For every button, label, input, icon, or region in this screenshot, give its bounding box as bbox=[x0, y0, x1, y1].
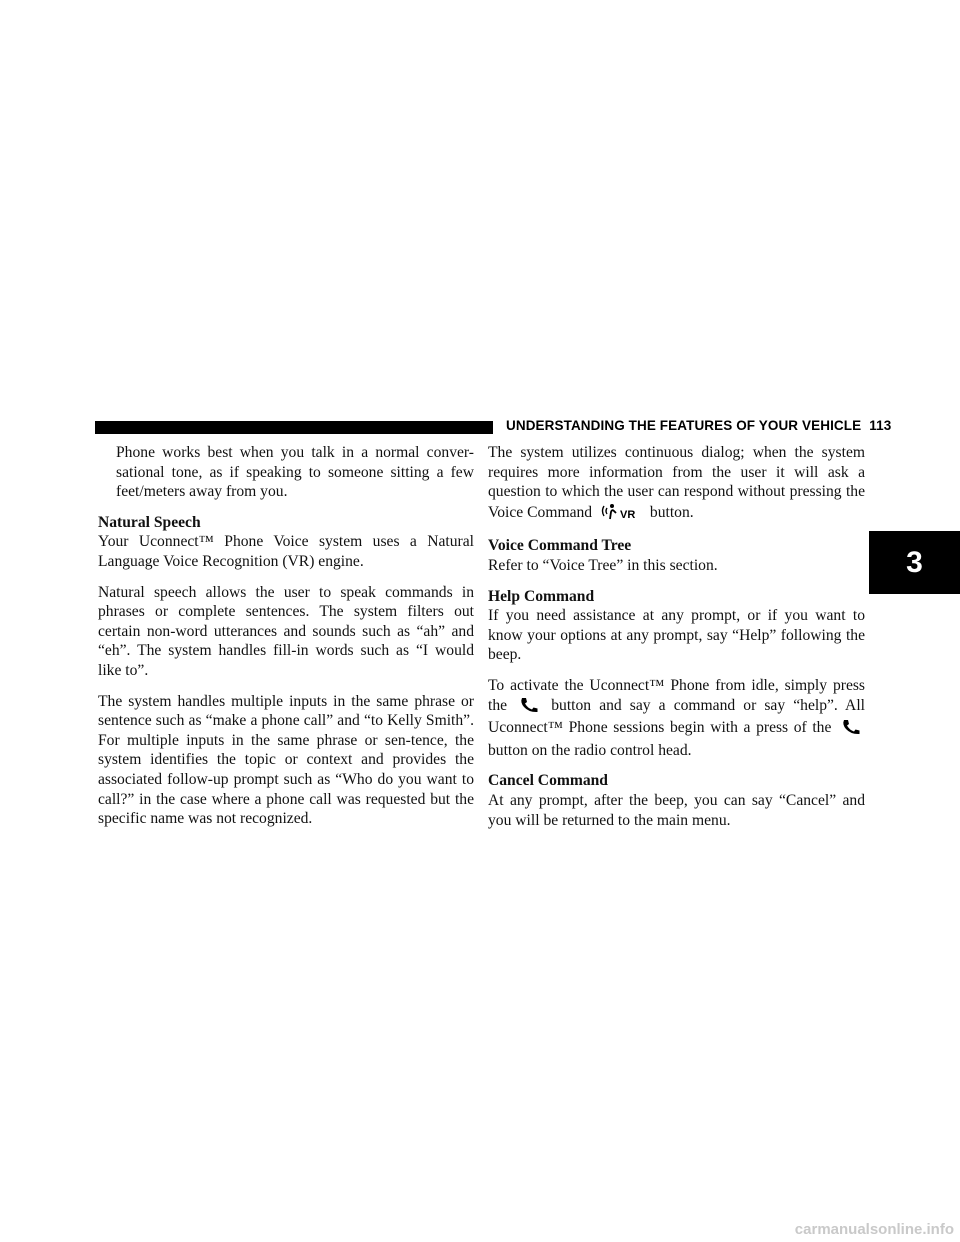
help-command-heading: Help Command bbox=[488, 587, 595, 605]
cancel-command-text: At any prompt, after the beep, you can say “Cancel” and you will be returned to the main menu. bbox=[488, 791, 865, 829]
natural-speech-heading: Natural Speech bbox=[98, 513, 201, 531]
cancel-command-heading: Cancel Command bbox=[488, 772, 608, 790]
chapter-tab: 3 bbox=[869, 531, 960, 594]
help-sessions-text: button and say a command or say “help”. All Uconnect™ Phone sessions begin with a press of the bbox=[488, 696, 865, 737]
section-title: UNDERSTANDING THE FEATURES OF YOUR VEHICLE bbox=[506, 418, 862, 433]
voice-command-tree-heading: Voice Command Tree bbox=[488, 537, 632, 555]
watermark: carmanualsonline.info bbox=[794, 1221, 954, 1238]
help-control-head-text: button on the radio control head. bbox=[488, 741, 692, 759]
help-activate-text: To activate the Uconnect™ Phone from idle, simply press the bbox=[488, 676, 865, 714]
running-header bbox=[506, 418, 892, 433]
voice-command-vr-icon bbox=[600, 502, 642, 526]
page-number: 113 bbox=[869, 418, 892, 433]
natural-speech-paragraph-3: The system handles multiple inputs in the same phrase or sentence such as “make a phone call” and “to Kelly Smith”. For multiple inputs in the same phrase or sen-tence, the system identifies the topic or context and provides the associated follow-up prompt such as “Who do you want to call?” in the case where a phone call was requested but the specific name was not recognized. bbox=[98, 692, 474, 828]
help-paragraph-2 bbox=[488, 676, 865, 760]
natural-speech-paragraph-2: Natural speech allows the user to speak commands in phrases or complete sentences. The system filters out certain non-word utterances and sounds such as “ah” and “eh”. The system handles fill-in words such as “I would like to”. bbox=[98, 583, 474, 679]
continuous-dialog-text: The system utilizes continuous dialog; when the system requires more information from the user it will ask a question to which the user can respond without pressing the Voice Command bbox=[488, 444, 865, 521]
right-column bbox=[488, 443, 865, 841]
continuous-dialog-paragraph bbox=[488, 443, 865, 525]
voice-command-tree-text: Refer to “Voice Tree” in this section. bbox=[488, 556, 718, 574]
intro-paragraph: Phone works best when you talk in a normal conver-sational tone, as if speaking to someone sitting a few feet/meters away from you. bbox=[116, 444, 474, 501]
continuous-dialog-tail: button. bbox=[649, 503, 694, 521]
natural-speech-paragraph-1: Your Uconnect™ Phone Voice system uses a Natural Language Voice Recognition (VR) engine. bbox=[98, 533, 474, 570]
header-rule bbox=[95, 421, 493, 434]
phone-handset-icon bbox=[519, 697, 539, 719]
svg-text:VR: VR bbox=[620, 508, 636, 520]
phone-handset-icon bbox=[841, 719, 861, 741]
help-paragraph-1: If you need assistance at any prompt, or if you want to know your options at any prompt, say “Help” following the beep. bbox=[488, 607, 865, 664]
left-column bbox=[98, 443, 474, 840]
